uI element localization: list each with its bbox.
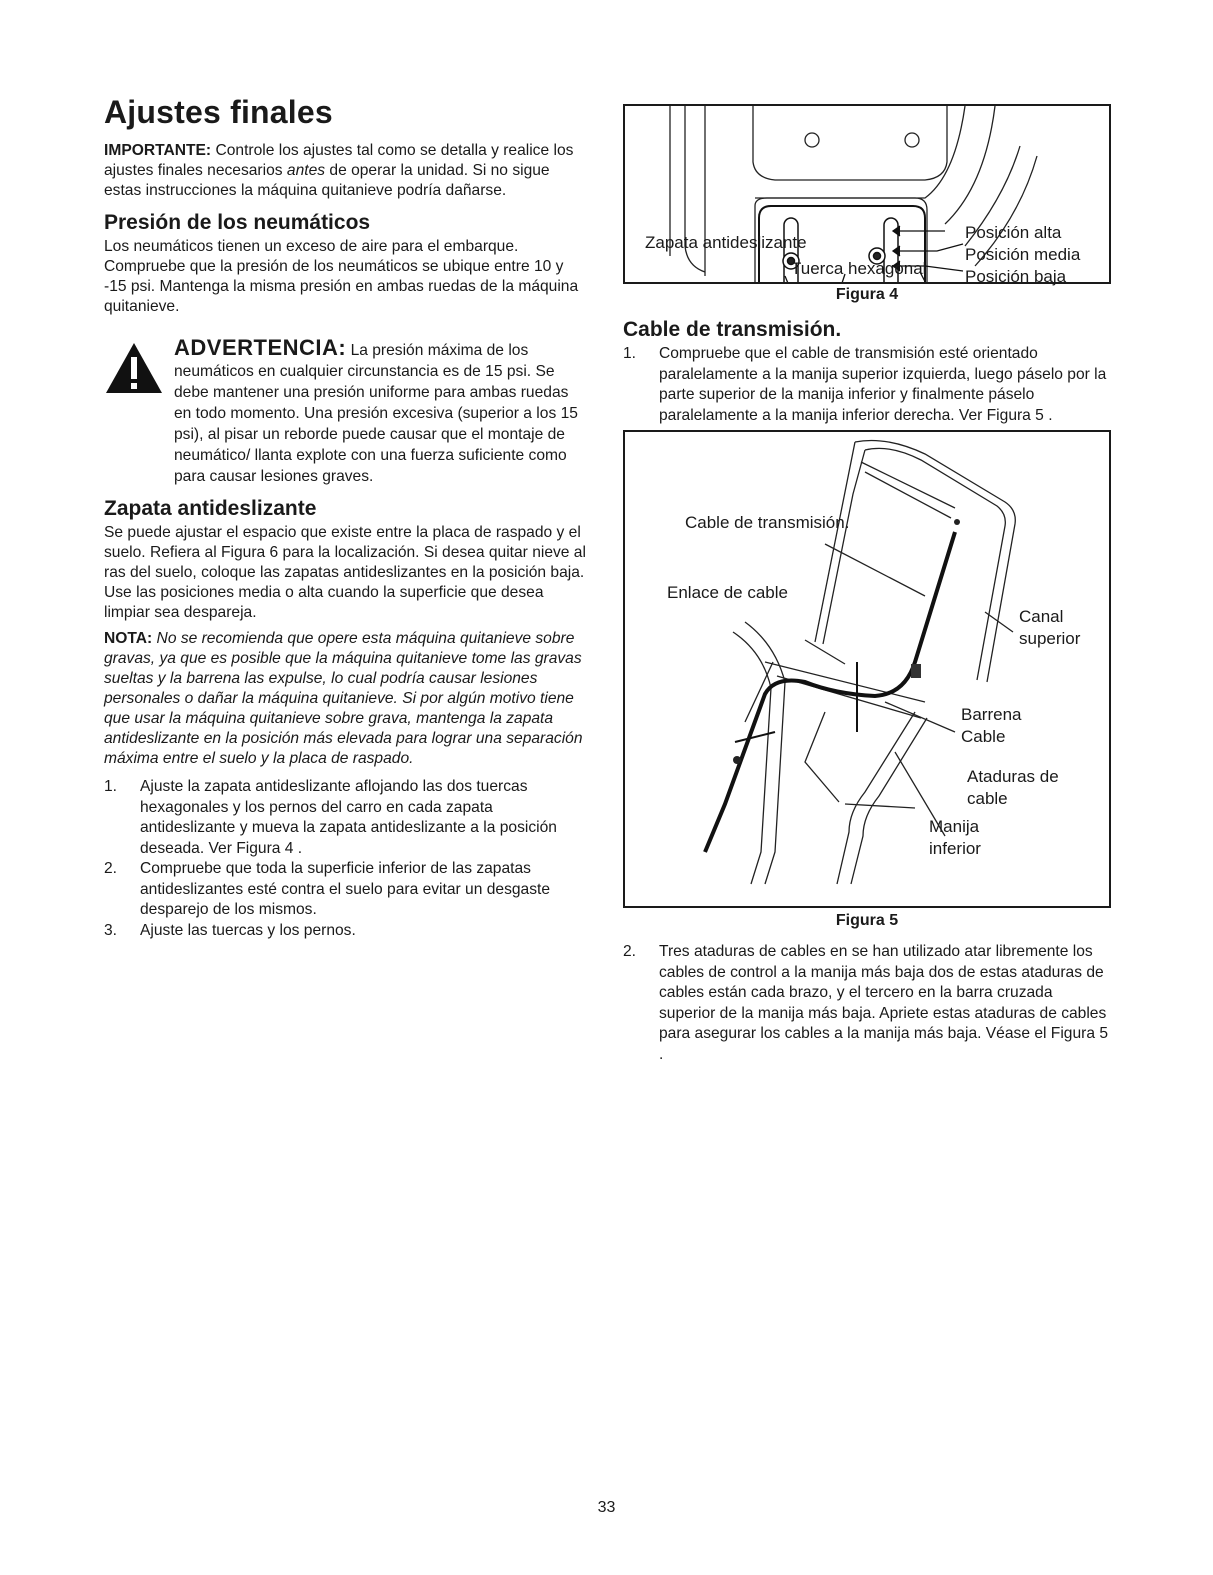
fig4-label-high: Posición alta: [965, 223, 1062, 242]
step-number: 2.: [623, 943, 637, 960]
intro-text-em: antes: [286, 162, 326, 179]
warning-text: neumáticos en cualquier circunstancia es de 15 psi. Se debe mantener una presión uniforme para ambas ruedas en todo momento. Una presión excesiva (superior a los 15 psi), al pisar un reborde puede causar que el montaje de neumático/ llanta explote con una fuerza suficiente como para causar lesiones graves.: [174, 363, 578, 485]
skid-heading: Zapata antideslizante: [104, 497, 317, 520]
step-text: Ajuste las tuercas y los pernos.: [140, 921, 356, 939]
fig5-label-handle-2: inferior: [929, 839, 981, 858]
intro-text-a: Controle los ajustes tal como se detalla y realice los ajustes finales necesarios: [104, 142, 574, 179]
left-column: [104, 94, 590, 941]
intro-label: IMPORTANTE:: [104, 142, 212, 159]
warning-lead: La presión máxima de los: [346, 342, 529, 359]
fig5-label-ties-1: Ataduras de: [967, 767, 1059, 786]
figure-5-caption: Figura 5: [835, 912, 899, 929]
cable-steps-2: [623, 942, 1111, 1065]
fig5-label-ties-2: cable: [967, 789, 1008, 808]
step-number: 1.: [104, 778, 118, 795]
fig4-label-mid: Posición media: [965, 245, 1081, 264]
cable-steps-1: [623, 344, 1111, 426]
note-paragraph: [104, 629, 590, 769]
skid-steps: [104, 777, 590, 941]
fig5-label-handle-1: Manija: [929, 817, 980, 836]
tires-heading: Presión de los neumáticos: [104, 211, 371, 234]
list-item: [623, 344, 1111, 426]
right-column: [623, 104, 1111, 1065]
intro-text-b: de operar la unidad. Si no sigue estas instrucciones la máquina quitanieve podría dañarse.: [104, 162, 550, 199]
page-title: Ajustes finales: [104, 94, 333, 130]
note-text: No se recomienda que opere esta máquina quitanieve sobre gravas, ya que es posible que la máquina quitanieve tome las gravas sueltas y la barrena las expulse, lo cual podría causar lesiones personales o dañar la máquina quitanieve. Si por algún motivo tiene que usar la máquina quitanieve sobre grava, mantenga la zapata antideslizante en la posición más elevada para lograr una separación máxima entre el suelo y la placa de raspado.: [104, 630, 583, 767]
fig5-label-link: Enlace de cable: [667, 583, 788, 602]
fig5-label-auger-2: Cable: [961, 727, 1006, 746]
intro-paragraph: [104, 141, 590, 201]
fig5-label-auger-1: Barrena: [961, 705, 1022, 724]
note-label: NOTA:: [104, 630, 153, 647]
warning-block: [104, 335, 590, 487]
warning-title: ADVERTENCIA:: [174, 335, 347, 360]
fig5-label-channel-2: superior: [1019, 629, 1081, 648]
list-item: [104, 859, 590, 921]
step-number: 2.: [104, 860, 118, 877]
fig4-label-low: Posición baja: [965, 267, 1067, 286]
figure-4-caption: Figura 4: [835, 286, 899, 303]
step-text: Compruebe que el cable de transmisión esté orientado paralelamente a la manija superior izquierda, luego páselo por la parte superior de la manija inferior y finalmente páselo paralelamente a la manija inferior derecha. Ver Figura 5 .: [659, 345, 1107, 424]
step-number: 3.: [104, 921, 118, 939]
step-number: 1.: [623, 345, 637, 362]
skid-text: Se puede ajustar el espacio que existe entre la placa de raspado y el suelo. Refiera al Figura 6 para la localización. Si desea quitar nieve al ras del suelo, coloque las zapatas antideslizantes en la posición baja. Use las posiciones media o alta cuando la superficie que desea limpiar sea despareja.: [104, 524, 586, 621]
page-number: 33: [597, 1499, 616, 1516]
step-text: Tres ataduras de cables en se han utilizado atar libremente los cables de control a la manija más baja dos de estas ataduras de cables están cada brazo, y el tercero en la barra cruzada superior de la manija más baja. Apriete estas ataduras de cables para asegurar los cables a la manija más baja. Véase el Figura 5 .: [659, 943, 1108, 1063]
list-item: [623, 942, 1111, 1065]
warning-triangle-icon: [104, 335, 170, 487]
handle-cable-illustration: [625, 432, 1109, 906]
figure-5-diagram: [623, 430, 1111, 908]
warning-body: [170, 335, 590, 487]
fig5-label-channel-1: Canal: [1019, 607, 1064, 626]
tires-text: Los neumáticos tienen un exceso de aire para el embarque. Compruebe que la presión de los neumáticos se ubique entre 10 y -15 psi. Mantenga la misma presión en ambas ruedas de la máquina quitanieve.: [104, 238, 579, 315]
list-item: [104, 921, 590, 942]
step-text: Ajuste la zapata antideslizante aflojando las dos tuercas hexagonales y los pernos del carro en cada zapata antideslizante y mueva la zapata antideslizante a la posición deseada. Ver Figura 4 .: [140, 778, 557, 857]
list-item: [104, 777, 590, 859]
fig4-label-nut: Tuerca hexagonal: [791, 259, 927, 278]
cable-heading: Cable de transmisión.: [623, 318, 842, 341]
figure-4-diagram: [623, 104, 1111, 284]
step-text: Compruebe que toda la superficie inferior de las zapatas antideslizantes esté contra el suelo para evitar un desgaste desparejo de los mismos.: [140, 860, 551, 918]
fig4-label-shoe: Zapata antideslizante: [645, 233, 807, 252]
fig5-label-cable: Cable de transmisión.: [685, 513, 850, 532]
